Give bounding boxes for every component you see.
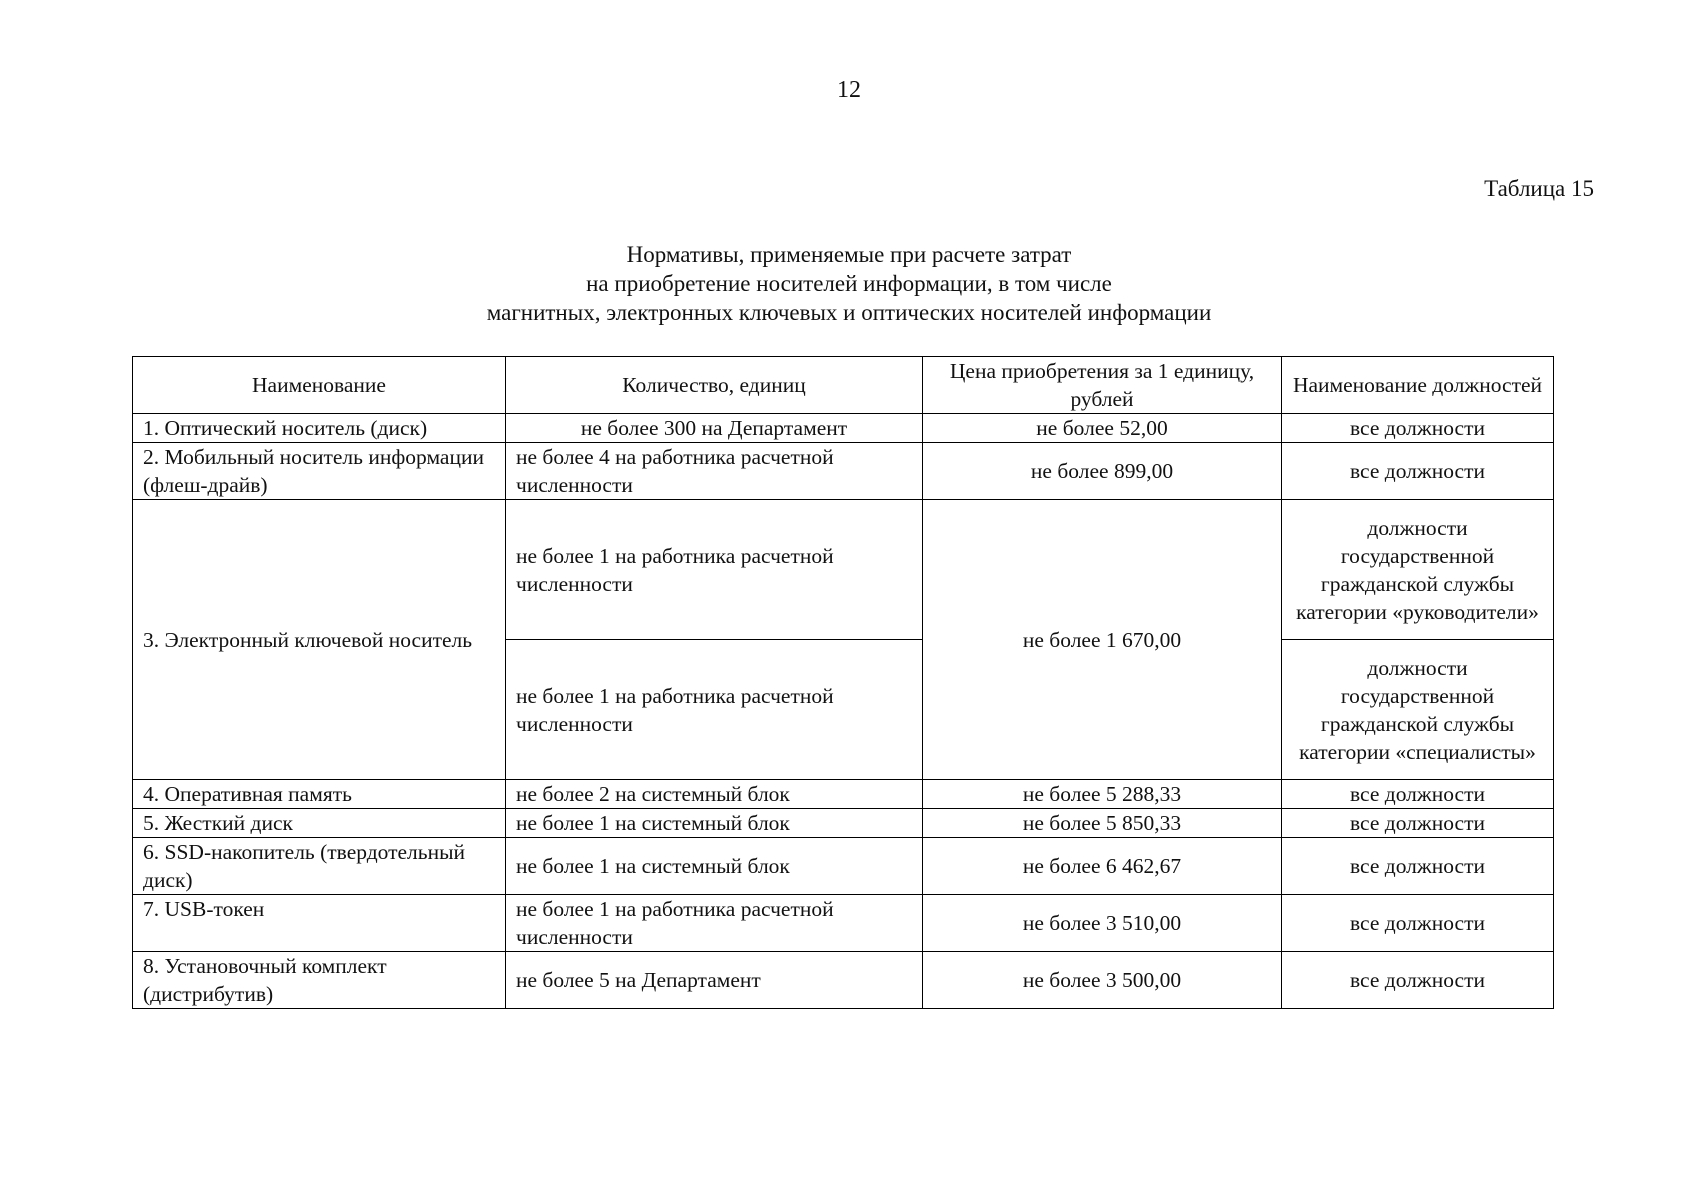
table-row: [133, 809, 1554, 838]
row-positions: должности государственной гражданской службы категории «специалисты»: [1282, 640, 1554, 780]
row-price: не более 3 500,00: [923, 952, 1282, 1009]
row-positions: все должности: [1282, 780, 1554, 809]
table-label: Таблица 15: [1484, 176, 1594, 201]
title-line-1: Нормативы, применяемые при расчете затрат: [626, 242, 1072, 267]
row-name: 8. Установочный комплект (дистрибутив): [133, 952, 506, 1009]
header-positions: Наименование должностей: [1282, 357, 1554, 414]
row-price: не более 899,00: [923, 443, 1282, 500]
table-header-row: [133, 357, 1554, 414]
header-name: Наименование: [133, 357, 506, 414]
table-row: [133, 895, 1554, 952]
table-row: [133, 443, 1554, 500]
row-quantity: не более 5 на Департамент: [506, 952, 923, 1009]
row-quantity: не более 1 на работника расчетной численности: [506, 500, 923, 640]
row-name: 1. Оптический носитель (диск): [133, 414, 506, 443]
row-positions: все должности: [1282, 414, 1554, 443]
row-quantity: не более 300 на Департамент: [506, 414, 923, 443]
title-line-3: магнитных, электронных ключевых и оптических носителей информации: [486, 300, 1212, 325]
row-price: не более 6 462,67: [923, 838, 1282, 895]
row-positions: все должности: [1282, 838, 1554, 895]
page-number: 12: [837, 77, 861, 103]
row-price: не более 3 510,00: [923, 895, 1282, 952]
table-row: [133, 952, 1554, 1009]
row-name: 5. Жесткий диск: [133, 809, 506, 838]
row-price: не более 5 850,33: [923, 809, 1282, 838]
table-row: [133, 500, 1554, 640]
title-line-2: на приобретение носителей информации, в том числе: [586, 271, 1112, 296]
row-quantity: не более 4 на работника расчетной численности: [506, 443, 923, 500]
table-row: [133, 780, 1554, 809]
row-quantity: не более 2 на системный блок: [506, 780, 923, 809]
row-quantity: не более 1 на системный блок: [506, 809, 923, 838]
row-quantity: не более 1 на работника расчетной численности: [506, 640, 923, 780]
header-quantity: Количество, единиц: [506, 357, 923, 414]
row-price: не более 5 288,33: [923, 780, 1282, 809]
table-row: [133, 414, 1554, 443]
row-name: 2. Мобильный носитель информации (флеш-драйв): [133, 443, 506, 500]
table-row: [133, 838, 1554, 895]
row-positions: должности государственной гражданской службы категории «руководители»: [1282, 500, 1554, 640]
row-name: 3. Электронный ключевой носитель: [133, 500, 506, 780]
row-positions: все должности: [1282, 895, 1554, 952]
row-name: 7. USB-токен: [133, 895, 506, 952]
row-positions: все должности: [1282, 809, 1554, 838]
header-price: Цена приобретения за 1 единицу, рублей: [923, 357, 1282, 414]
norms-table: [132, 356, 1554, 1009]
row-price: не более 1 670,00: [923, 500, 1282, 780]
row-quantity: не более 1 на системный блок: [506, 838, 923, 895]
row-name: 6. SSD-накопитель (твердотельный диск): [133, 838, 506, 895]
row-positions: все должности: [1282, 443, 1554, 500]
row-positions: все должности: [1282, 952, 1554, 1009]
row-quantity: не более 1 на работника расчетной численности: [506, 895, 923, 952]
document-title: [0, 240, 1698, 327]
row-price: не более 52,00: [923, 414, 1282, 443]
row-name: 4. Оперативная память: [133, 780, 506, 809]
